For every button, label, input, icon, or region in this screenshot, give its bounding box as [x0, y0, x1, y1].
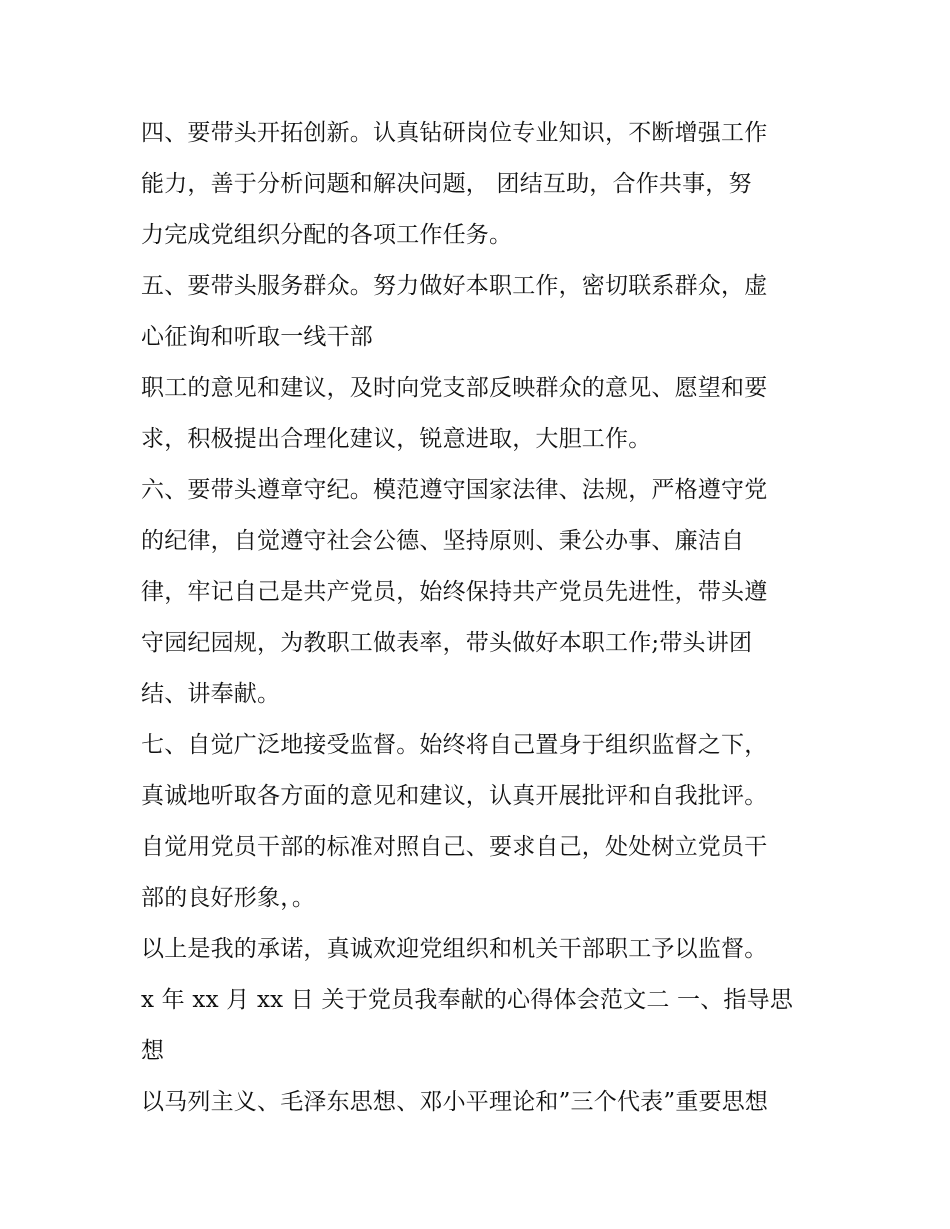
text-line: 真诚地听取各方面的意见和建议，认真开展批评和自我批评。: [141, 783, 768, 809]
document-body: [141, 108, 821, 1128]
text-line: 六、要带头遵章守纪。模范遵守国家法律、法规，严格遵守党: [141, 477, 768, 503]
text-line: 以上是我的承诺，真诚欢迎党组织和机关干部职工予以监督。: [141, 936, 768, 962]
text-line: 七、自觉广泛地接受监督。始终将自己置身于组织监督之下，: [141, 732, 768, 758]
text-line: 求，积极提出合理化建议，锐意进取，大胆工作。: [141, 426, 652, 452]
text-line: x 年 xx 月 xx 日 关于党员我奉献的心得体会范文二 一、指导思: [141, 987, 794, 1013]
text-line: 部的良好形象，。: [141, 885, 316, 911]
text-line: 守园纪园规，为教职工做表率，带头做好本职工作;带头讲团: [141, 630, 753, 656]
text-line: 结、讲奉献。: [141, 681, 281, 707]
text-line: 能力，善于分析问题和解决问题， 团结互助，合作共事，努: [141, 171, 752, 197]
text-line: 五、要带头服务群众。努力做好本职工作，密切联系群众，虚: [141, 273, 768, 299]
text-line: 四、要带头开拓创新。认真钻研岗位专业知识，不断增强工作: [141, 120, 768, 146]
text-line: 力完成党组织分配的各项工作任务。: [141, 222, 513, 248]
text-line: 的纪律，自觉遵守社会公德、坚持原则、秉公办事、廉洁自: [141, 528, 745, 554]
text-line: 律，牢记自己是共产党员，始终保持共产党员先进性，带头遵: [141, 579, 768, 605]
text-line: 自觉用党员干部的标准对照自己、要求自己，处处树立党员干: [141, 834, 768, 860]
text-line: 以马列主义、毛泽东思想、邓小平理论和”三个代表”重要思想: [141, 1089, 769, 1115]
text-line: 职工的意见和建议，及时向党支部反映群众的意见、愿望和要: [141, 375, 768, 401]
text-line: 心征询和听取一线干部: [141, 324, 373, 350]
text-line: 想: [141, 1038, 165, 1064]
